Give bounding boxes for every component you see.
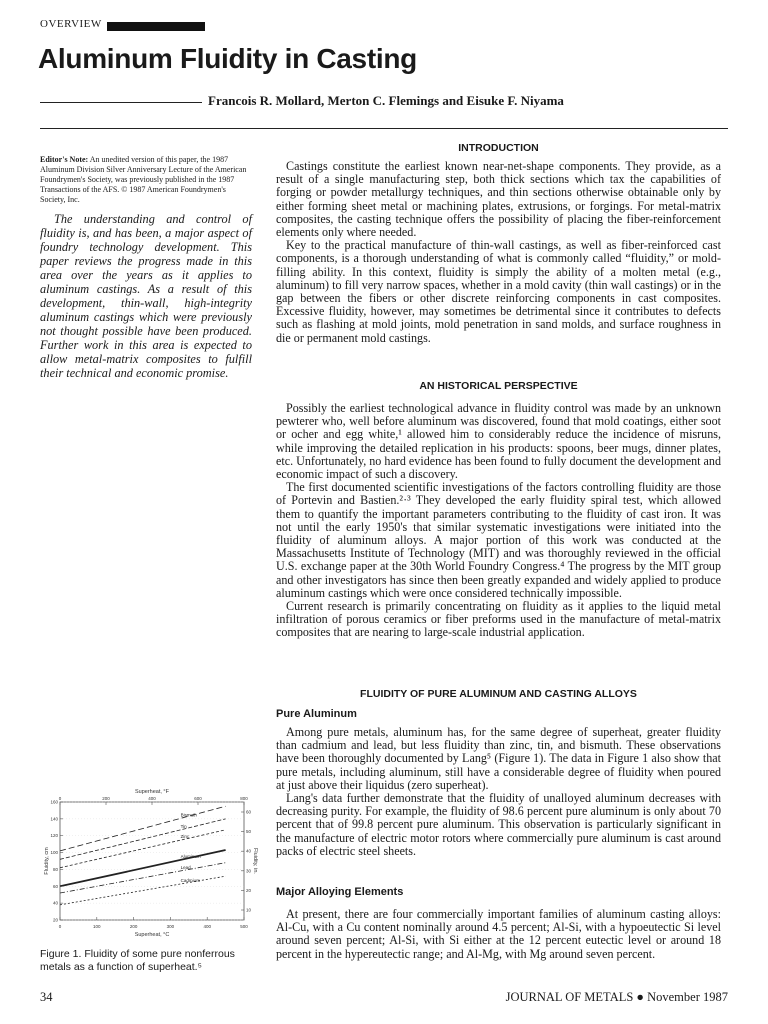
series-line-zinc <box>60 830 226 868</box>
alloying-body <box>276 908 721 961</box>
left-tick-label: 80 <box>52 866 58 872</box>
figure-1 <box>44 788 258 938</box>
left-tick-label: 20 <box>52 917 58 923</box>
abstract-text: The understanding and control of fluidity is, and has been, a major aspect of foundry technology development. This paper reviews the progress made in this area over the years as it applies to aluminum castings. As a result of this development, thin-wall, high-integrity aluminum castings which were previously not thought possible have been produced. Further work in this area is expected to allow metal-matrix composites to fulfill their technical and economic promise. <box>40 212 252 380</box>
pure-aluminum-body <box>276 726 721 858</box>
top-tick-label: 200 <box>102 796 110 801</box>
left-tick-label: 60 <box>52 883 58 889</box>
series-line-bismuth <box>60 806 226 851</box>
plot-frame <box>60 802 244 920</box>
paragraph: Lang's data further demonstrate that the fluidity of unalloyed aluminum decreases with decreasing purity. For example, the fluidity of 98.6 percent pure aluminum is only about 70 percent that of 99.8 percent pure aluminum. This observation is particularly significant in the manufacture of electric motor rotors where commercially pure aluminum is cast around packs of electric steel sheets. <box>276 791 721 858</box>
series-line-tin <box>60 819 226 859</box>
right-tick-label: 20 <box>246 887 252 893</box>
series-line-aluminum <box>60 850 226 886</box>
series-label-lead: Lead <box>180 864 191 870</box>
heading-fluidity: FLUIDITY OF PURE ALUMINUM AND CASTING ALLOYS <box>360 688 637 700</box>
abstract <box>40 212 252 380</box>
top-axis-label: Superheat, °F <box>135 789 169 795</box>
top-tick-label: 800 <box>240 796 248 801</box>
right-tick-label: 10 <box>246 907 252 913</box>
paragraph: Possibly the earliest technological advance in fluidity control was made by an unknown pewterer who, well before aluminum was discovered, found that mold coatings, either soot or ocher and egg white,¹ allowed him to considerably reduce the incidence of misruns, while improving the detailed replication in his products: spoons, beer mugs, dinner plates, etc. Unfortunately, no hard evidence has been found to fully document the development and economic impact of such a discovery. <box>276 401 721 482</box>
paragraph: Castings constitute the earliest known near-net-shape components. They provide, as a result of a single manufacturing step, both thick sections which tax the capabilities of forging or powder metallurgy techniques, and thin sections otherwise obtainable only by either forming sheet metal or machining plates, extrusions, or forgings. For metal-matrix composites, the casting technique offers the possibility of placing the fiber-reinforcement elements only where needed. <box>276 159 721 240</box>
bottom-tick-label: 100 <box>93 924 101 929</box>
left-tick-label: 40 <box>52 900 58 906</box>
editor-note-text: An unedited version of this paper, the 1987 Aluminum Division Silver Anniversary Lecture of the American Foundrymen's Society, was previously published in the 1987 Transactions of the AFS. © 1987 American Foundrymen's Society, Inc. <box>40 155 247 204</box>
figure-caption: Figure 1. Fluidity of some pure nonferrous metals as a function of superheat.⁵ <box>40 948 235 973</box>
paragraph: Current research is primarily concentrating on fluidity as it applies to the liquid metal infiltration of porous ceramics or fiber preforms used in the manufacture of metal-matrix composites that are nearing to large-scale industrial application. <box>276 599 721 640</box>
right-axis-label: Fluidity, in. <box>252 848 258 874</box>
paragraph: The first documented scientific investigations of the factors controlling fluidity are those of Portevin and Bastien.²·³ They developed the early fluidity spiral test, which allowed them to quantify the important parameters contributing to the fluidity of cast iron. It was not until the early 1950's that similar systematic investigations were initiated into the fluidity of aluminum alloys. A major portion of this work was conducted at the Massachusetts Institute of Technology (MIT) and was thoroughly reviewed in the official U.S. exchange paper at the 30th World Foundry Congress.⁴ The progress by the MIT group and other investigators has since then been greatly expanded and widely applied to produce aluminum castings which were once considered technically impossible. <box>276 480 721 600</box>
right-tick-label: 50 <box>246 829 252 835</box>
subheading-pure-aluminum: Pure Aluminum <box>276 708 357 720</box>
bottom-tick-label: 0 <box>58 924 62 929</box>
article-title: Aluminum Fluidity in Casting <box>38 43 417 74</box>
editor-note-label: Editor's Note: <box>40 155 89 164</box>
series-label-tin: Tin <box>180 823 187 829</box>
right-tick-label: 40 <box>246 848 252 854</box>
series-label-cadmium: Cadmium <box>180 877 200 883</box>
page-number: 34 <box>40 990 53 1004</box>
heading-historical: AN HISTORICAL PERSPECTIVE <box>419 380 578 392</box>
top-tick-label: 600 <box>194 796 202 801</box>
bottom-tick-label: 200 <box>129 924 138 929</box>
series-label-zinc: Zinc <box>180 834 190 840</box>
historical-body <box>276 402 721 640</box>
introduction-body <box>276 160 721 345</box>
paragraph: Among pure metals, aluminum has, for the same degree of superheat, greater fluidity than cadmium and lead, but less fluidity than zinc, tin, and bismuth. These observations have been thoroughly documented by Lang⁵ (Figure 1). The data in Figure 1 also show that pure metals, including aluminum, still have a considerable degree of fluidity when poured at just above their liquidus (zero superheat). <box>276 725 721 792</box>
authors-line: Francois R. Mollard, Merton C. Flemings and Eisuke F. Niyama <box>208 93 564 108</box>
editor-note <box>40 155 252 205</box>
bottom-tick-label: 400 <box>203 924 211 929</box>
left-tick-label: 120 <box>50 833 58 839</box>
top-tick-label: 400 <box>148 796 156 801</box>
fluidity-chart <box>44 788 258 938</box>
author-rule <box>40 102 202 103</box>
bottom-tick-label: 500 <box>240 924 248 929</box>
header-rule <box>40 128 728 129</box>
bottom-tick-label: 300 <box>166 924 175 929</box>
series-line-lead <box>60 863 226 893</box>
journal-footer: JOURNAL OF METALS ● November 1987 <box>505 990 728 1004</box>
top-tick-label: 0 <box>58 796 62 801</box>
bottom-axis-label: Superheat, °C <box>134 932 170 938</box>
paragraph: At present, there are four commercially important families of aluminum casting alloys: Al-Cu, with a Cu content nominally around 4.5 percent; Al-Si, with a hypoeutectic Si level around seven percent; Al-Si, with Si either at the 12 percent eutectic level or around 18 percent in the hypereutectic range; and Al-Mg, with Mg around seven percent. <box>276 907 721 961</box>
left-tick-label: 100 <box>50 850 58 856</box>
section-tag-bar <box>107 22 205 31</box>
paragraph: Key to the practical manufacture of thin-wall castings, as well as fiber-reinforced cast components, is a thorough understanding of what is commonly called “fluidity,” or mold-filling ability. In this context, fluidity is simply the ability of a molten metal (e.g., aluminum) to fill very narrow spaces, whether in a mold cavity (thin wall castings) or in the gap between the fibers or other discrete reinforcing components in cast composites. Excessive fluidity, however, may sometimes be detrimental since it contributes to defects such as flashing at mold joints, mold penetration in sand molds, and surface roughness in die or permanent mold castings. <box>276 238 721 345</box>
right-tick-label: 30 <box>246 868 252 874</box>
subheading-alloying: Major Alloying Elements <box>276 886 404 898</box>
heading-introduction: INTRODUCTION <box>458 142 539 154</box>
left-tick-label: 160 <box>50 799 58 805</box>
series-label-aluminum: Aluminum <box>180 853 201 859</box>
section-tag: OVERVIEW <box>40 18 102 30</box>
left-tick-label: 140 <box>50 816 58 822</box>
right-tick-label: 60 <box>246 809 252 815</box>
series-label-bismuth: Bismuth <box>180 812 197 818</box>
left-axis-label: Fluidity, cm <box>44 847 50 875</box>
